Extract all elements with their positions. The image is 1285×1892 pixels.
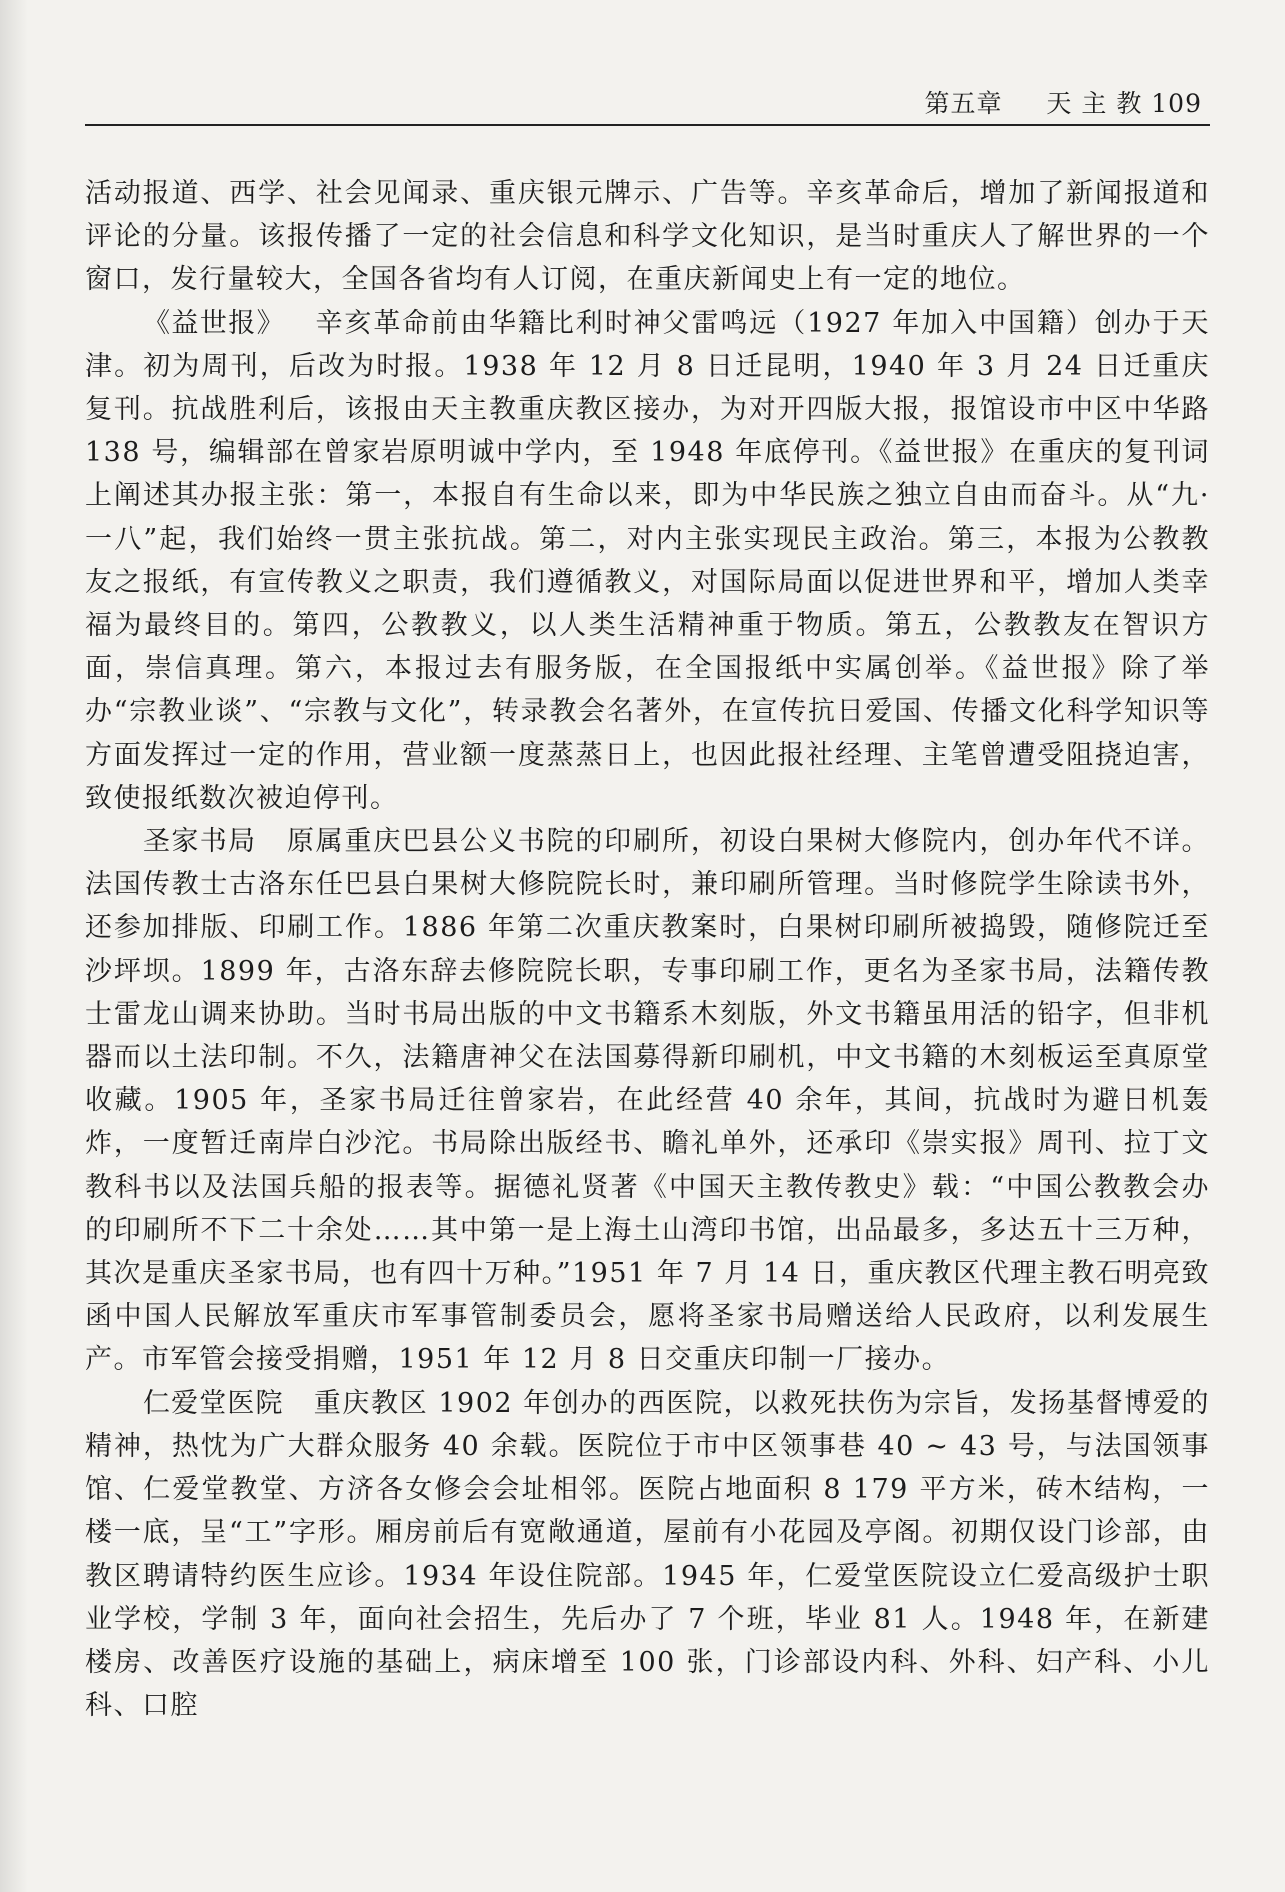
paragraph-lead-term: 圣家书局: [143, 826, 257, 858]
paragraph-text: 活动报道、西学、社会见闻录、重庆银元牌示、广告等。辛亥革命后，增加了新闻报道和评论的分量。该报传播了一定的社会信息和科学文化知识，是当时重庆人了解世界的一个窗口，发行量较大，全国各省均有人订阅，在重庆新闻史上有一定的地位。: [85, 178, 1210, 296]
paragraph-text: 重庆教区 1902 年创办的西医院，以救死扶伤为宗旨，发扬基督博爱的精神，热忱为广大群众服务 40 余载。医院位于市中区领事巷 40 ~ 43 号，与法国领事馆、仁爱堂教堂、方济各女修会会址相邻。医院占地面积 8 179 平方米，砖木结构，一楼一底，呈“工”字形。厢房前后有宽敞通道，屋前有小花园及亭阁。初期仅设门诊部，由教区聘请特约医生应诊。1934 年设住院部。1945 年，仁爱堂医院设立仁爱高级护士职业学校，学制 3 年，面向社会招生，先后办了 7 个班，毕业 81 人。1948 年，在新建楼房、改善医疗设施的基础上，病床增至 100 张，门诊部设内科、外科、妇产科、小儿科、口腔: [85, 1387, 1210, 1722]
header-rule: [85, 124, 1210, 126]
spine-shadow: [0, 0, 28, 1892]
running-header: [85, 78, 1210, 126]
paragraph-shengjia-shuju: [85, 820, 1210, 1382]
paragraph-continued: [85, 172, 1210, 302]
page-number: 109: [1151, 89, 1202, 118]
header-text: [925, 84, 1203, 120]
body-text: [85, 172, 1210, 1727]
chapter-label: 第五章: [924, 89, 1003, 118]
section-title: 天 主 教: [1046, 89, 1143, 118]
paragraph-lead-term: 《益世报》: [143, 307, 286, 339]
paragraph-renaitang-hospital: [85, 1382, 1210, 1728]
paragraph-yishibao: [85, 302, 1210, 820]
paragraph-text: 原属重庆巴县公义书院的印刷所，初设白果树大修院内，创办年代不详。法国传教士古洛东任巴县白果树大修院院长时，兼印刷所管理。当时修院学生除读书外，还参加排版、印刷工作。1886 年第二次重庆教案时，白果树印刷所被捣毁，随修院迁至沙坪坝。1899 年，古洛东辞去修院院长职，专事印刷工作，更名为圣家书局，法籍传教士雷龙山调来协助。当时书局出版的中文书籍系木刻版，外文书籍虽用活的铅字，但非机器而以土法印制。不久，法籍唐神父在法国募得新印刷机，中文书籍的木刻板运至真原堂收藏。1905 年，圣家书局迁往曾家岩，在此经营 40 余年，其间，抗战时为避日机轰炸，一度暂迁南岸白沙沱。书局除出版经书、瞻礼单外，还承印《崇实报》周刊、拉丁文教科书以及法国兵船的报表等。据德礼贤著《中国天主教传教史》载：“中国公教教会办的印刷所不下二十余处……其中第一是上海土山湾印书馆，出品最多，多达五十三万种，其次是重庆圣家书局，也有四十万种。”1951 年 7 月 14 日，重庆教区代理主教石明亮致函中国人民解放军重庆市军事管制委员会，愿将圣家书局赠送给人民政府，以利发展生产。市军管会接受捐赠，1951 年 12 月 8 日交重庆印制一厂接办。: [85, 826, 1211, 1376]
paragraph-lead-term: 仁爱堂医院: [143, 1387, 284, 1419]
paragraph-text: 辛亥革命前由华籍比利时神父雷鸣远（1927 年加入中国籍）创办于天津。初为周刊，后改为时报。1938 年 12 月 8 日迁昆明，1940 年 3 月 24 日迁重庆复刊。抗战胜利后，该报由天主教重庆教区接办，为对开四版大报，报馆设市中区中华路 138 号，编辑部在曾家岩原明诚中学内，至 1948 年底停刊。《益世报》在重庆的复刊词上阐述其办报主张：第一，本报自有生命以来，即为中华民族之独立自由而奋斗。从“九·一八”起，我们始终一贯主张抗战。第二，对内主张实现民主政治。第三，本报为公教教友之报纸，有宣传教义之职责，我们遵循教义，对国际局面以促进世界和平，增加人类幸福为最终目的。第四，公教教义，以人类生活精神重于物质。第五，公教教友在智识方面，崇信真理。第六，本报过去有服务版，在全国报纸中实属创举。《益世报》除了举办“宗教业谈”、“宗教与文化”，转录教会名著外，在宣传抗日爱国、传播文化科学知识等方面发挥过一定的作用，营业额一度蒸蒸日上，也因此报社经理、主笔曾遭受阻挠迫害，致使报纸数次被迫停刊。: [85, 307, 1211, 814]
